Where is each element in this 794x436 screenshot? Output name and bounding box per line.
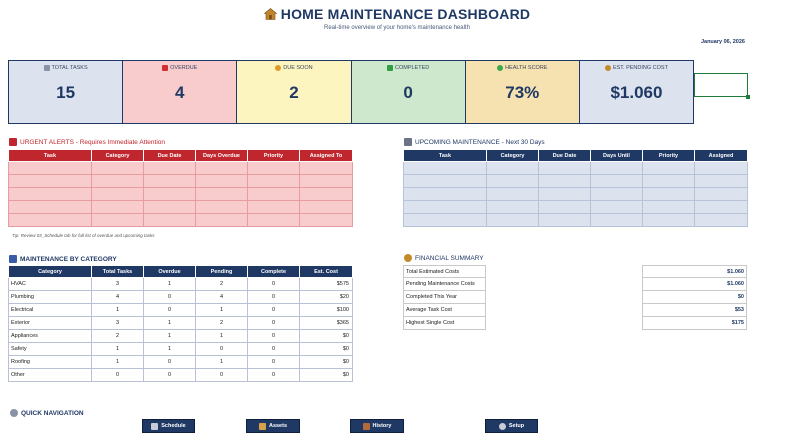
kpi-value: 2 [289, 83, 299, 102]
dashboard-header [0, 6, 794, 31]
cell: Electrical [9, 304, 92, 317]
kpi-label: OVERDUE [170, 65, 198, 71]
cell: 0 [144, 304, 196, 317]
cell: 0 [144, 291, 196, 304]
column-header[interactable]: Task [9, 150, 92, 162]
table-row[interactable] [404, 201, 748, 214]
kpi-value: 0 [403, 83, 413, 102]
financial-value[interactable]: $175 [642, 317, 747, 330]
column-header[interactable]: Total Tasks [92, 266, 144, 278]
table-row[interactable] [9, 343, 353, 356]
alert-icon [9, 138, 17, 146]
cell: 0 [248, 343, 300, 356]
column-header[interactable]: Assigned To [300, 150, 353, 162]
kpi-label-row [9, 65, 122, 71]
kpi-health-score[interactable] [466, 61, 580, 123]
table-row[interactable] [9, 291, 353, 304]
cell: HVAC [9, 278, 92, 291]
checkmark-icon [387, 65, 393, 71]
cell: 0 [248, 330, 300, 343]
column-header[interactable]: Days Overdue [196, 150, 248, 162]
cell: 2 [92, 330, 144, 343]
categories-title: MAINTENANCE BY CATEGORY [20, 255, 117, 263]
financial-label: Highest Single Cost [403, 317, 486, 330]
table-row[interactable] [9, 175, 353, 188]
cell: 0 [92, 369, 144, 382]
cell: $0 [300, 356, 353, 369]
cell: 1 [92, 304, 144, 317]
table-row[interactable] [9, 188, 353, 201]
table-row[interactable] [404, 188, 748, 201]
cell: $100 [300, 304, 353, 317]
kpi-label-row [352, 65, 465, 71]
calendar-icon [151, 423, 158, 430]
setup-button[interactable] [485, 419, 538, 433]
kpi-completed[interactable] [352, 61, 466, 123]
kpi-label: TOTAL TASKS [51, 65, 88, 71]
cell: 3 [92, 317, 144, 330]
cell: 2 [196, 278, 248, 291]
table-row[interactable] [9, 356, 353, 369]
button-label: Setup [508, 423, 525, 429]
table-row[interactable] [9, 162, 353, 175]
upcoming-table [403, 149, 748, 227]
cell: 0 [196, 369, 248, 382]
financial-label: Completed This Year [403, 291, 486, 304]
page-title [0, 6, 794, 22]
cell: Plumbing [9, 291, 92, 304]
cell: $0 [300, 343, 353, 356]
table-row[interactable] [404, 162, 748, 175]
cell: 0 [144, 369, 196, 382]
navigation-section-title [10, 409, 84, 417]
house-icon [264, 8, 277, 20]
house-icon [259, 423, 266, 430]
assets-button[interactable] [246, 419, 300, 433]
kpi-pending-cost[interactable] [580, 61, 693, 123]
button-label: History [372, 423, 392, 429]
cell: 0 [144, 356, 196, 369]
kpi-due-soon[interactable] [237, 61, 351, 123]
kpi-label-row [123, 65, 236, 71]
cell: 1 [196, 330, 248, 343]
financial-value[interactable]: $1.060 [642, 278, 747, 291]
table-row[interactable] [9, 369, 353, 382]
category-table [8, 265, 353, 382]
financial-label: Total Estimated Costs [403, 265, 486, 278]
button-label: Assets [268, 423, 288, 429]
table-row[interactable] [9, 317, 353, 330]
column-header[interactable]: Due Date [144, 150, 196, 162]
kpi-label-row [466, 65, 579, 71]
kpi-strip [8, 60, 694, 124]
navigation-title: QUICK NAVIGATION [21, 409, 84, 417]
table-row[interactable] [9, 201, 353, 214]
page-subtitle: Real-time overview of your home's maintenance health [324, 25, 470, 31]
cell: 0 [248, 291, 300, 304]
kpi-value: 15 [56, 83, 76, 102]
cell: 1 [144, 317, 196, 330]
cell: 0 [248, 356, 300, 369]
financial-label: Pending Maintenance Costs [403, 278, 486, 291]
cell: 4 [196, 291, 248, 304]
cell: 1 [196, 356, 248, 369]
column-header[interactable]: Priority [248, 150, 300, 162]
column-header[interactable]: Category [92, 150, 144, 162]
report-date: January 06, 2026 [700, 39, 745, 45]
alarm-icon [162, 65, 168, 71]
kpi-label-row [237, 65, 350, 71]
schedule-tip: Tip: Review 03_Schedule tab for full list of overdue and upcoming tasks [12, 233, 155, 238]
page-title-text: HOME MAINTENANCE DASHBOARD [280, 6, 531, 22]
column-header[interactable]: Overdue [144, 266, 196, 278]
cell: 3 [92, 278, 144, 291]
column-header[interactable]: Complete [248, 266, 300, 278]
table-row[interactable] [9, 330, 353, 343]
bar-chart-icon [9, 255, 17, 263]
cell: 1 [144, 343, 196, 356]
cell: 0 [196, 343, 248, 356]
financial-label: Average Task Cost [403, 304, 486, 317]
cell: Other [9, 369, 92, 382]
button-label: Schedule [161, 423, 186, 429]
column-header[interactable]: Est. Cost [300, 266, 353, 278]
cell: 1 [196, 304, 248, 317]
heart-icon [497, 65, 503, 71]
clipboard-icon [44, 65, 50, 71]
cell: $575 [300, 278, 353, 291]
kpi-value: $1.060 [610, 83, 663, 102]
schedule-button[interactable] [142, 419, 195, 433]
cell: 1 [92, 356, 144, 369]
column-header[interactable]: Category [487, 150, 539, 162]
column-header[interactable]: Due Date [539, 150, 591, 162]
gear-icon [499, 423, 506, 430]
cell: 0 [248, 317, 300, 330]
table-row[interactable] [9, 304, 353, 317]
clock-icon [275, 65, 281, 71]
column-header[interactable]: Pending [196, 266, 248, 278]
calendar-icon [404, 138, 412, 146]
kpi-label: COMPLETED [394, 65, 430, 71]
upcoming-title: UPCOMING MAINTENANCE - Next 30 Days [415, 138, 545, 146]
money-bag-icon [605, 65, 611, 71]
cell: 4 [92, 291, 144, 304]
cell: Roofing [9, 356, 92, 369]
cell: 0 [248, 369, 300, 382]
kpi-value: 4 [175, 83, 185, 102]
cell: 2 [196, 317, 248, 330]
table-row[interactable] [9, 214, 353, 227]
table-row[interactable] [404, 214, 748, 227]
cell: Safety [9, 343, 92, 356]
alerts-table [8, 149, 353, 227]
column-header[interactable]: Category [9, 266, 92, 278]
kpi-label: DUE SOON [283, 65, 313, 71]
column-header[interactable]: Assigned [695, 150, 748, 162]
kpi-label-row [580, 65, 693, 71]
financial-value[interactable]: $53 [642, 304, 747, 317]
book-icon [363, 423, 370, 430]
financial-section-title [404, 254, 484, 262]
upcoming-section-title [404, 138, 545, 146]
kpi-label: HEALTH SCORE [505, 65, 548, 71]
financial-value[interactable]: $0 [642, 291, 747, 304]
link-icon [10, 409, 18, 417]
cell: $20 [300, 291, 353, 304]
cell: $0 [300, 369, 353, 382]
kpi-overdue[interactable] [123, 61, 237, 123]
financial-value[interactable]: $1.060 [642, 265, 747, 278]
table-row[interactable] [9, 278, 353, 291]
kpi-total-tasks[interactable] [9, 61, 123, 123]
cell: $0 [300, 330, 353, 343]
cell: 0 [248, 278, 300, 291]
financial-title: FINANCIAL SUMMARY [415, 254, 484, 262]
categories-section-title [9, 255, 117, 263]
table-row[interactable] [404, 175, 748, 188]
selected-cell[interactable] [694, 73, 748, 97]
column-header[interactable]: Days Until [591, 150, 643, 162]
cell: 1 [144, 278, 196, 291]
cell: $365 [300, 317, 353, 330]
alerts-section-title [9, 138, 165, 146]
cell: Appliances [9, 330, 92, 343]
history-button[interactable] [350, 419, 404, 433]
cell: 0 [248, 304, 300, 317]
alerts-title: URGENT ALERTS - Requires Immediate Attention [20, 138, 165, 146]
money-bag-icon [404, 254, 412, 262]
cell: 1 [144, 330, 196, 343]
kpi-value: 73% [505, 83, 540, 102]
cell: Exterior [9, 317, 92, 330]
cell: 1 [92, 343, 144, 356]
kpi-label: EST. PENDING COST [612, 65, 668, 71]
column-header[interactable]: Priority [643, 150, 695, 162]
column-header[interactable]: Task [404, 150, 487, 162]
